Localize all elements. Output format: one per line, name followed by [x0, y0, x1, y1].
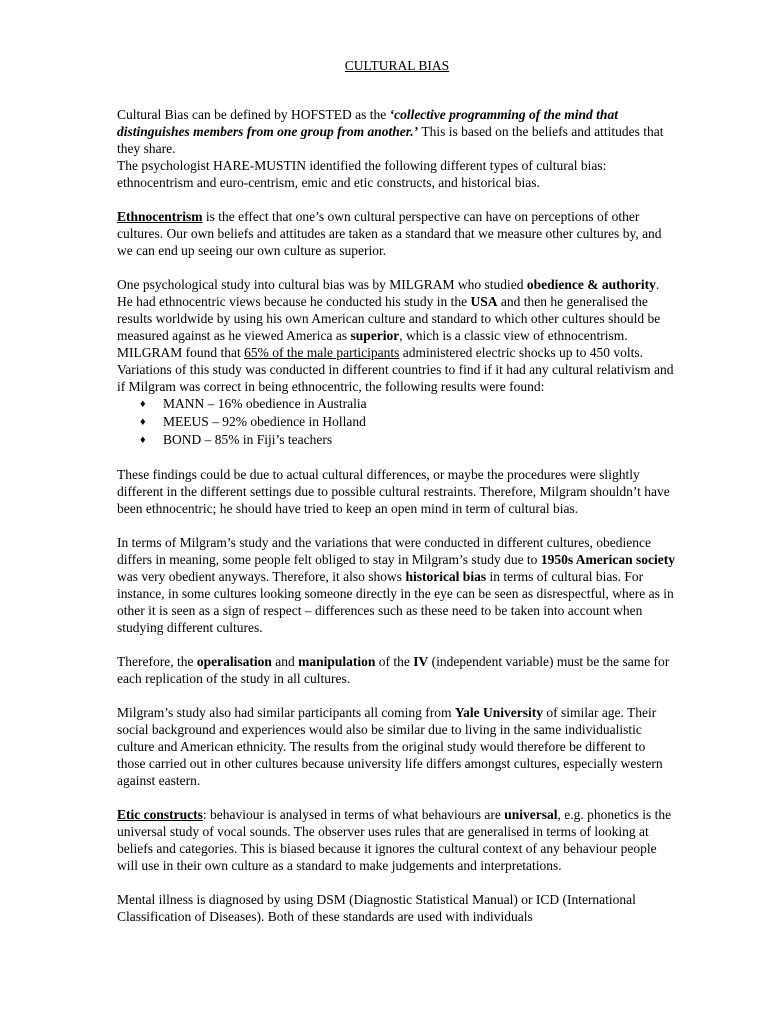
yale-paragraph: Milgram’s study also had similar participants all coming from Yale University of similar age. Their social background and experiences would also be similar due to living in the same individualistic culture and American ethnicity. The results from the original study would therefore be different to those carried out in other cultures because university life differs amongst cultures, especially western against eastern. [117, 705, 663, 788]
hare-mustin-paragraph: The psychologist HARE-MUSTIN identified the following different types of cultural bias: ethnocentrism and euro-centrism, emic and etic constructs, and historical bias. [117, 158, 607, 190]
list-item: ♦ MANN – 16% obedience in Australia [140, 396, 367, 411]
ethnocentrism-paragraph: Ethnocentrism is the effect that one’s own cultural perspective can have on perceptions of other cultures. Our own beliefs and attitudes are taken as a standard that we measure other cultures by, and we can end up seeing our own culture as superior. [117, 209, 662, 258]
document-page [117, 57, 677, 925]
hofsted-quote: ‘collective programming of the mind that distinguishes members from one group from another.’ [117, 107, 618, 139]
variations-paragraph: In terms of Milgram’s study and the variations that were conducted in different cultures, obedience differs in meaning, some people felt obliged to stay in Milgram’s study due to 1950s American society was very obedient anyways. Therefore, it also shows historical bias in terms of cultural bias. For instance, in some cultures looking someone directly in the eye can be seen as disrespectful, where as in other it is seen as a sign of respect – differences such as these need to be taken into account when studying different cultures. [117, 535, 676, 635]
milgram-findings-paragraph: MILGRAM found that 65% of the male participants administered electric shocks up to 450 volts. Variations of this study was conducted in different countries to find if it had any cultural relativism and if Milgram was correct in being ethnocentric, the following results were found: [117, 345, 674, 394]
mental-illness-paragraph: Mental illness is diagnosed by using DSM (Diagnostic Statistical Manual) or ICD (International Classification of Diseases). Both of these standards are used with individuals [117, 892, 636, 924]
ethnocentrism-term: Ethnocentrism [117, 209, 203, 224]
etic-term: Etic constructs [117, 807, 203, 822]
findings-paragraph: These findings could be due to actual cultural differences, or maybe the procedures were slightly different in the different settings due to possible cultural restraints. Therefore, Milgram shouldn’t have been ethnocentric; he should have tried to keep an open mind in term of cultural bias. [117, 467, 670, 516]
list-item: ♦ BOND – 85% in Fiji’s teachers [140, 432, 333, 447]
intro-paragraph: Cultural Bias can be defined by HOFSTED as the ‘collective programming of the mind that distinguishes members from one group from another.’ This is based on the beliefs and attitudes that they share. [117, 107, 664, 156]
document-title: CULTURAL BIAS [344, 58, 450, 73]
etic-paragraph: Etic constructs: behaviour is analysed in terms of what behaviours are universal, e.g. phonetics is the universal study of vocal sounds. The observer uses rules that are generalised in terms of looking at beliefs and categories. This is biased because it ignores the cultural context of any behaviour people will use in their own culture as a standard to make judgements and interpretations. [117, 807, 672, 873]
diamond-bullet-icon: ♦ [140, 434, 146, 446]
diamond-bullet-icon: ♦ [140, 416, 146, 428]
milgram-paragraph: One psychological study into cultural bias was by MILGRAM who studied obedience & authority. He had ethnocentric views because he conducted his study in the USA and then he generalised the results worldwide by using his own American culture and standard to which other cultures should be measured against as he viewed America as superior, which is a classic view of ethnocentrism. [117, 277, 661, 343]
results-list [117, 395, 677, 449]
list-item: ♦ MEEUS – 92% obedience in Holland [140, 414, 366, 429]
diamond-bullet-icon: ♦ [140, 398, 146, 410]
therefore-paragraph: Therefore, the operalisation and manipulation of the IV (independent variable) must be the same for each replication of the study in all cultures. [117, 654, 670, 686]
